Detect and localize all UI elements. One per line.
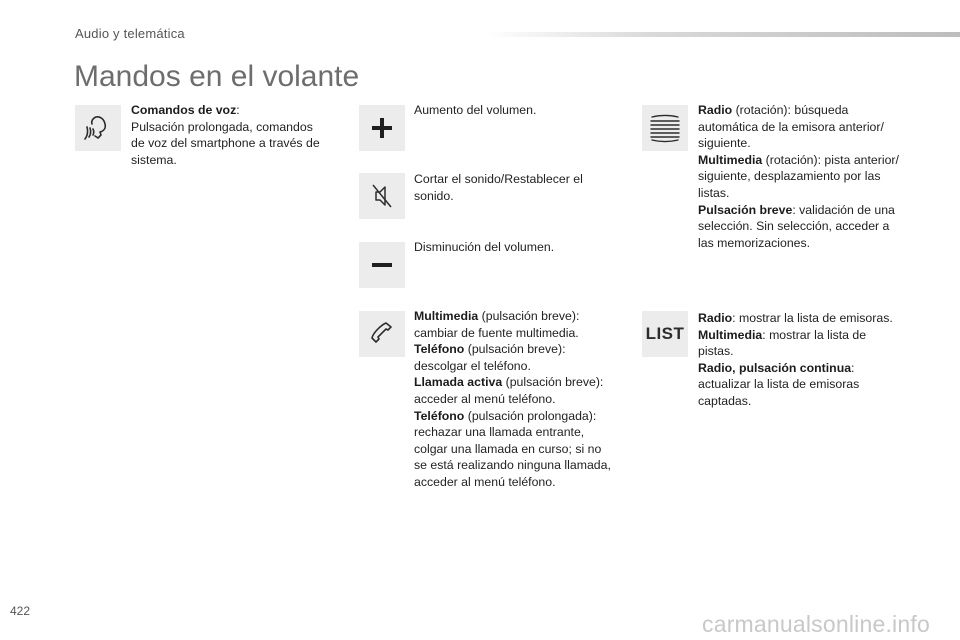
page-title: Mandos en el volante [74,60,360,93]
volume-up-description: Aumento del volumen. [414,103,537,117]
plus-icon [359,105,405,151]
thumbwheel-description: Radio (rotación): búsqueda automática de la emisora anterior/ siguiente. Multimedia (rotación): pista anterior/ siguiente, desplazamiento por las listas. Pulsación breve: validación de una selección. Sin selección, acceder a las memorizaciones. [698,103,899,250]
voice-command-icon [75,105,121,151]
list-icon-label: LIST [645,324,685,343]
thumbwheel-icon [642,105,688,151]
mute-icon [359,173,405,219]
list-description: Radio: mostrar la lista de emisoras. Multimedia: mostrar la lista de pistas. Radio, pulsación continua: actualizar la lista de emisoras captadas. [698,311,893,408]
page-number: 422 [10,604,31,618]
section-label: Audio y telemática [75,26,185,41]
minus-icon [359,242,405,288]
phone-icon [359,311,405,357]
mute-description: Cortar el sonido/Restablecer el sonido. [414,172,583,203]
list-icon [642,311,688,357]
voice-command-description: Comandos de voz: Pulsación prolongada, comandos de voz del smartphone a través de sistema. [131,103,320,167]
phone-description: Multimedia (pulsación breve): cambiar de fuente multimedia. Teléfono (pulsación breve): descolgar el teléfono. Llamada activa (pulsación breve): acceder al menú teléfono. Teléfono (pulsación prolongada): rechazar una llamada entrante, colgar una llamada en curso; si no se está realizando ninguna llamada, acceder al menú teléfono. [414,309,611,489]
header-divider [485,32,960,37]
volume-down-description: Disminución del volumen. [414,240,555,254]
watermark: carmanualsonline.info [702,611,930,637]
